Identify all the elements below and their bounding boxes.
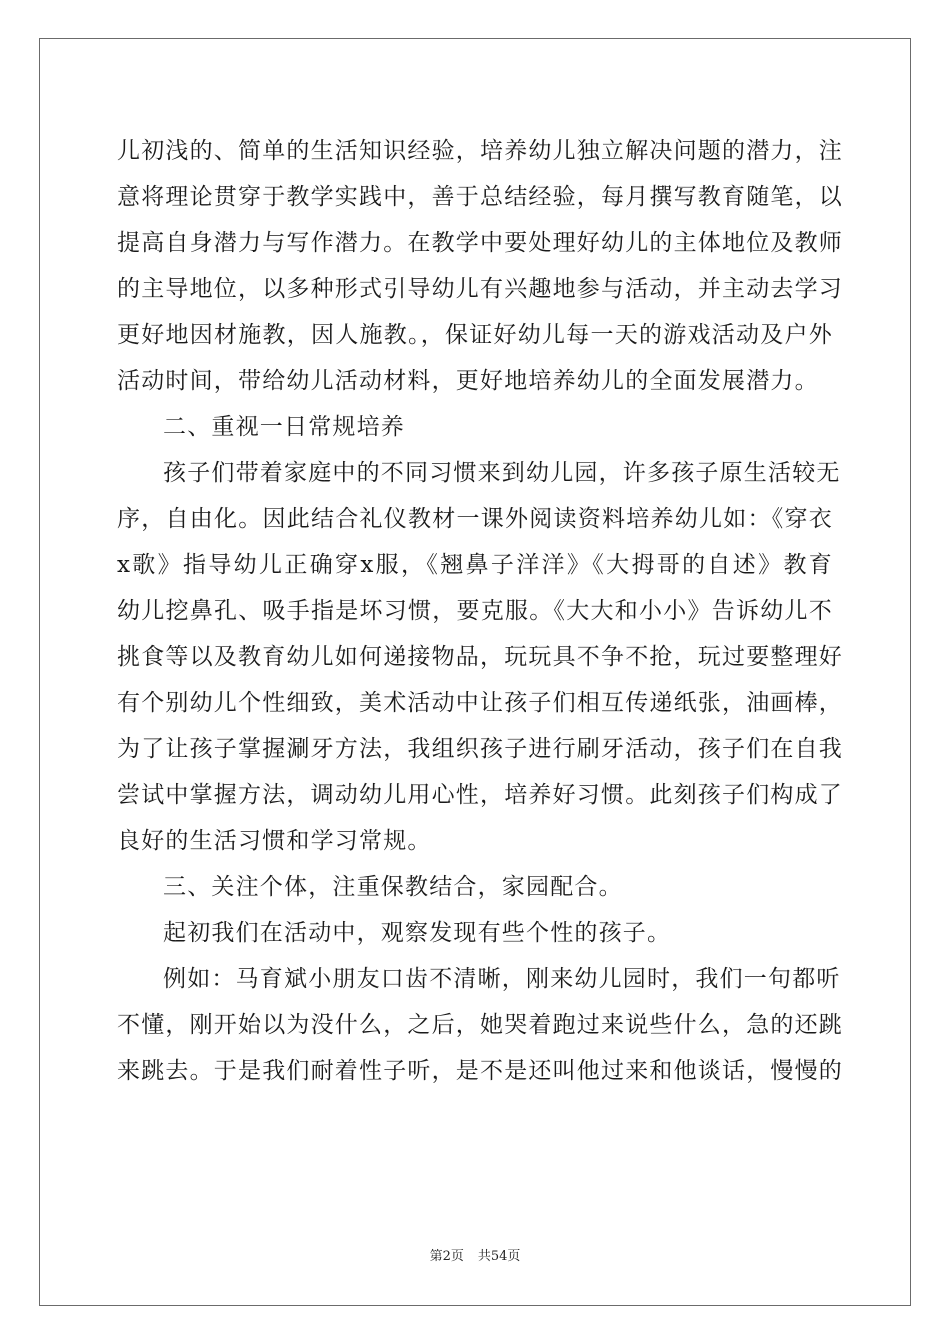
page-number: 第2页 <box>429 1249 464 1264</box>
body-line: 挑食等以及教育幼儿如何递接物品，玩玩具不争不抢，玩过要整理好 <box>117 644 843 670</box>
body-line: 儿初浅的、简单的生活知识经验，培养幼儿独立解决问题的潜力，注 <box>117 138 843 164</box>
body-line: 起初我们在活动中，观察发现有些个性的孩子。 <box>163 920 672 946</box>
body-line: 序，自由化。因此结合礼仪教材一课外阅读资料培养幼儿如：《穿衣 <box>117 506 833 532</box>
body-line: 活动时间，带给幼儿活动材料，更好地培养幼儿的全面发展潜力。 <box>117 368 819 394</box>
section-heading: 三、关注个体，注重保教结合，家园配合。 <box>163 874 623 900</box>
body-line: 为了让孩子掌握涮牙方法，我组织孩子进行刷牙活动，孩子们在自我 <box>117 736 843 762</box>
body-line: 提高自身潜力与写作潜力。在教学中要处理好幼儿的主体地位及教师 <box>117 230 843 256</box>
body-line: 幼儿挖鼻孔、吸手指是坏习惯，要克服。《大大和小小》告诉幼儿不 <box>117 598 833 624</box>
body-line: 良好的生活习惯和学习常规。 <box>117 828 432 854</box>
page-total: 共54页 <box>477 1249 521 1264</box>
body-line: 例如：马育斌小朋友口齿不清晰，刚来幼儿园时，我们一句都听 <box>163 966 841 992</box>
body-line: 不懂，刚开始以为没什么，之后，她哭着跑过来说些什么，急的还跳 <box>117 1012 843 1038</box>
body-line: 孩子们带着家庭中的不同习惯来到幼儿园，许多孩子原生活较无 <box>163 460 841 486</box>
body-line: 有个别幼儿个性细致，美术活动中让孩子们相互传递纸张，油画棒， <box>117 690 843 716</box>
body-line: 来跳去。于是我们耐着性子听，是不是还叫他过来和他谈话，慢慢的 <box>117 1058 843 1084</box>
section-heading: 二、重视一日常规培养 <box>163 414 405 440</box>
body-line: 更好地因材施教，因人施教。，保证好幼儿每一天的游戏活动及户外 <box>117 322 833 348</box>
page-footer <box>0 1245 950 1264</box>
body-line: 意将理论贯穿于教学实践中，善于总结经验，每月撰写教育随笔，以 <box>117 184 843 210</box>
body-line: 的主导地位，以多种形式引导幼儿有兴趣地参与活动，并主动去学习 <box>117 276 843 302</box>
body-line: x歌》指导幼儿正确穿x服，《翘鼻子洋洋》《大拇哥的自述》教育 <box>117 552 833 578</box>
document-body <box>117 128 843 1094</box>
body-line: 尝试中掌握方法，调动幼儿用心性，培养好习惯。此刻孩子们构成了 <box>117 782 843 808</box>
